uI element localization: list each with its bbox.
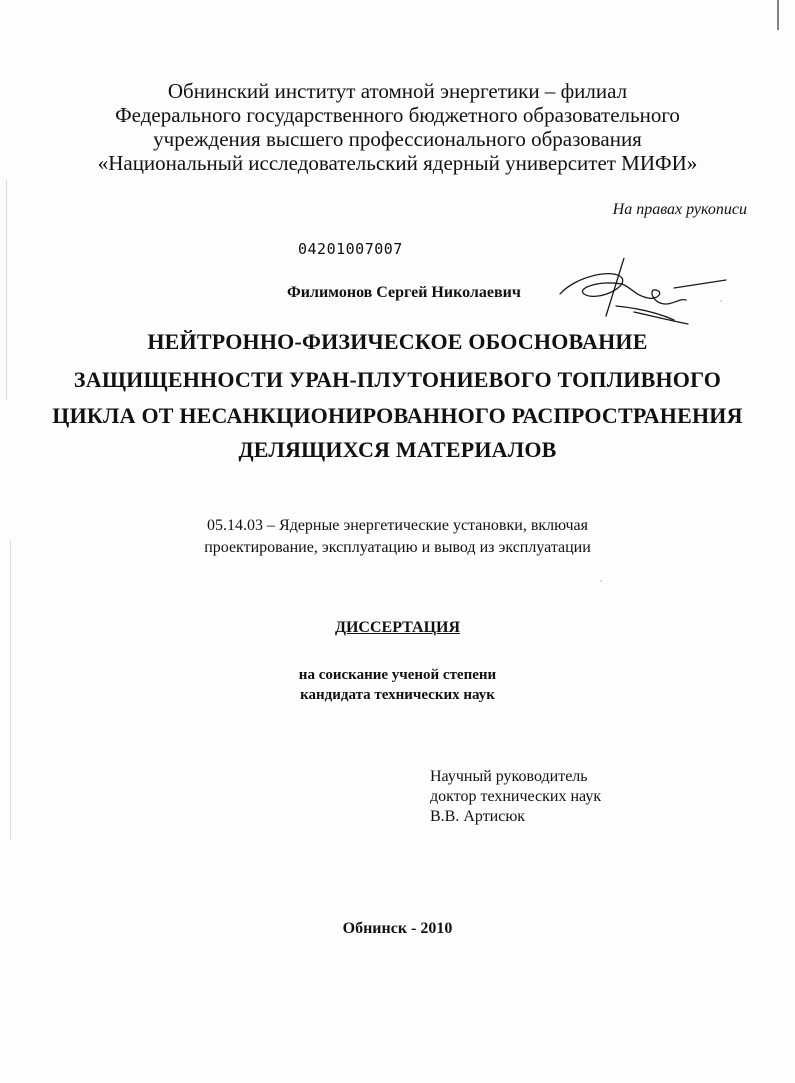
title-line-3: ЦИКЛА ОТ НЕСАНКЦИОНИРОВАННОГО РАСПРОСТРАНЕНИЯ [52, 403, 743, 428]
scan-edge-mark [777, 0, 779, 30]
scan-noise [600, 580, 602, 582]
scan-noise [10, 540, 11, 840]
advisor-name: В.В. Артисюк [430, 808, 526, 825]
institution-line-3: учреждения высшего профессионального образования [153, 127, 642, 151]
advisor-block [430, 767, 601, 827]
specialty-line-2: проектирование, эксплуатацию и вывод из эксплуатации [204, 539, 591, 556]
author-name: Филимонов Сергей Николаевич [287, 284, 521, 301]
advisor-role: Научный руководитель [430, 768, 588, 785]
author-signature [556, 258, 731, 330]
institution-line-4: «Национальный исследовательский ядерный университет МИФИ» [97, 151, 698, 175]
catalog-number: 04201007007 [298, 240, 403, 258]
degree-line-2: кандидата технических наук [300, 687, 495, 703]
degree-line-1: на соискание ученой степени [298, 667, 497, 683]
advisor-degree: доктор технических наук [430, 788, 602, 805]
institution-line-1: Обнинский институт атомной энергетики – филиал [167, 79, 628, 103]
scan-noise [660, 120, 662, 122]
manuscript-notice: На правах рукописи [612, 201, 747, 218]
institution-line-2: Федерального государственного бюджетного образовательного [115, 103, 680, 127]
scan-noise [720, 300, 722, 302]
title-line-4: ДЕЛЯЩИХСЯ МАТЕРИАЛОВ [238, 437, 557, 462]
scan-noise [6, 180, 7, 400]
city-year: Обнинск - 2010 [342, 920, 453, 937]
specialty-line-1: 05.14.03 – Ядерные энергетические установки, включая [207, 517, 588, 534]
title-line-1: НЕЙТРОННО-ФИЗИЧЕСКОЕ ОБОСНОВАНИЕ [147, 329, 648, 354]
document-type: ДИССЕРТАЦИЯ [334, 619, 461, 636]
title-line-2: ЗАЩИЩЕННОСТИ УРАН-ПЛУТОНИЕВОГО ТОПЛИВНОГО [73, 367, 722, 392]
